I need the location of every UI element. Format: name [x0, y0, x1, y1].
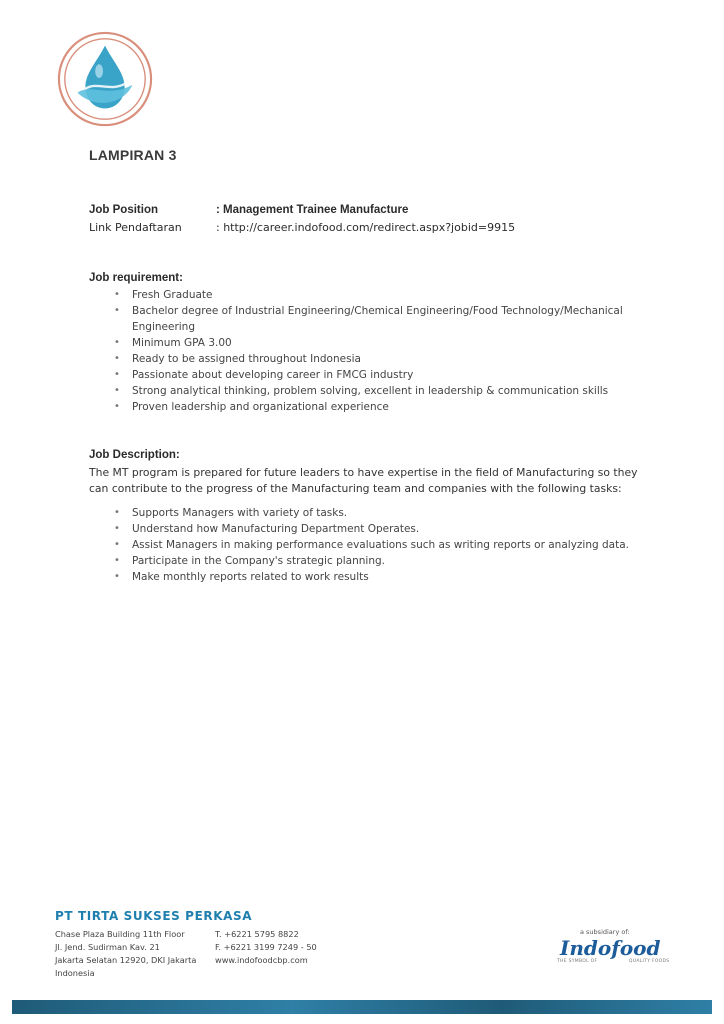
tagline-right: QUALITY FOODS: [628, 959, 670, 964]
job-position-value: : Management Trainee Manufacture: [216, 204, 409, 216]
phone: T. +6221 5795 8822: [215, 929, 299, 939]
description-list: [110, 505, 650, 585]
requirements-list: [110, 287, 640, 415]
fax: F. +6221 3199 7249 - 50: [215, 942, 317, 952]
list-item: • Bachelor degree of Industrial Engineering/Chemical Engineering/Food Technology/Mechanical Engineering: [110, 303, 640, 335]
description-paragraph: The MT program is prepared for future leaders to have expertise in the field of Manufacturing so they can contribute to the progress of the Manufacturing team and companies with the following tasks:: [89, 466, 638, 495]
requirements-heading: Job requirement:: [89, 272, 183, 284]
job-position-label: Job Position: [89, 204, 158, 216]
company-name: PT TIRTA SUKSES PERKASA: [55, 909, 253, 923]
list-item: • Understand how Manufacturing Department Operates.: [110, 521, 650, 537]
link-value[interactable]: : http://career.indofood.com/redirect.aspx?jobid=9915: [216, 221, 516, 234]
list-item: • Assist Managers in making performance evaluations such as writing reports or analyzing data.: [110, 537, 650, 553]
list-item: • Strong analytical thinking, problem solving, excellent in leadership & communication skills: [110, 383, 640, 399]
subsidiary-label: a subsidiary of:: [580, 928, 630, 936]
tagline-left: THE SYMBOL OF: [557, 959, 598, 964]
brand-tagline: [557, 959, 669, 964]
address-line: Jl. Jend. Sudirman Kav. 21: [55, 942, 160, 952]
list-item: • Minimum GPA 3.00: [110, 335, 640, 351]
description-heading: Job Description:: [89, 449, 180, 461]
page-title: LAMPIRAN 3: [89, 147, 177, 163]
address-line: Jakarta Selatan 12920, DKI Jakarta: [55, 955, 197, 965]
address-line: Chase Plaza Building 11th Floor: [55, 929, 185, 939]
indofood-logo: Indofood: [560, 936, 661, 960]
water-drop-logo-icon: [56, 30, 154, 128]
link-label: Link Pendaftaran: [89, 221, 182, 234]
list-item: • Supports Managers with variety of tasks.: [110, 505, 650, 521]
list-item: • Proven leadership and organizational experience: [110, 399, 640, 415]
address-line: Indonesia: [55, 968, 95, 978]
list-item: • Ready to be assigned throughout Indonesia: [110, 351, 640, 367]
list-item: • Participate in the Company's strategic planning.: [110, 553, 650, 569]
list-item: • Fresh Graduate: [110, 287, 640, 303]
list-item: • Make monthly reports related to work results: [110, 569, 650, 585]
company-contact: [215, 928, 317, 967]
footer-bar: [12, 1000, 712, 1014]
website-link[interactable]: www.indofoodcbp.com: [215, 955, 308, 965]
company-address: [55, 928, 196, 980]
list-item: • Passionate about developing career in FMCG industry: [110, 367, 640, 383]
